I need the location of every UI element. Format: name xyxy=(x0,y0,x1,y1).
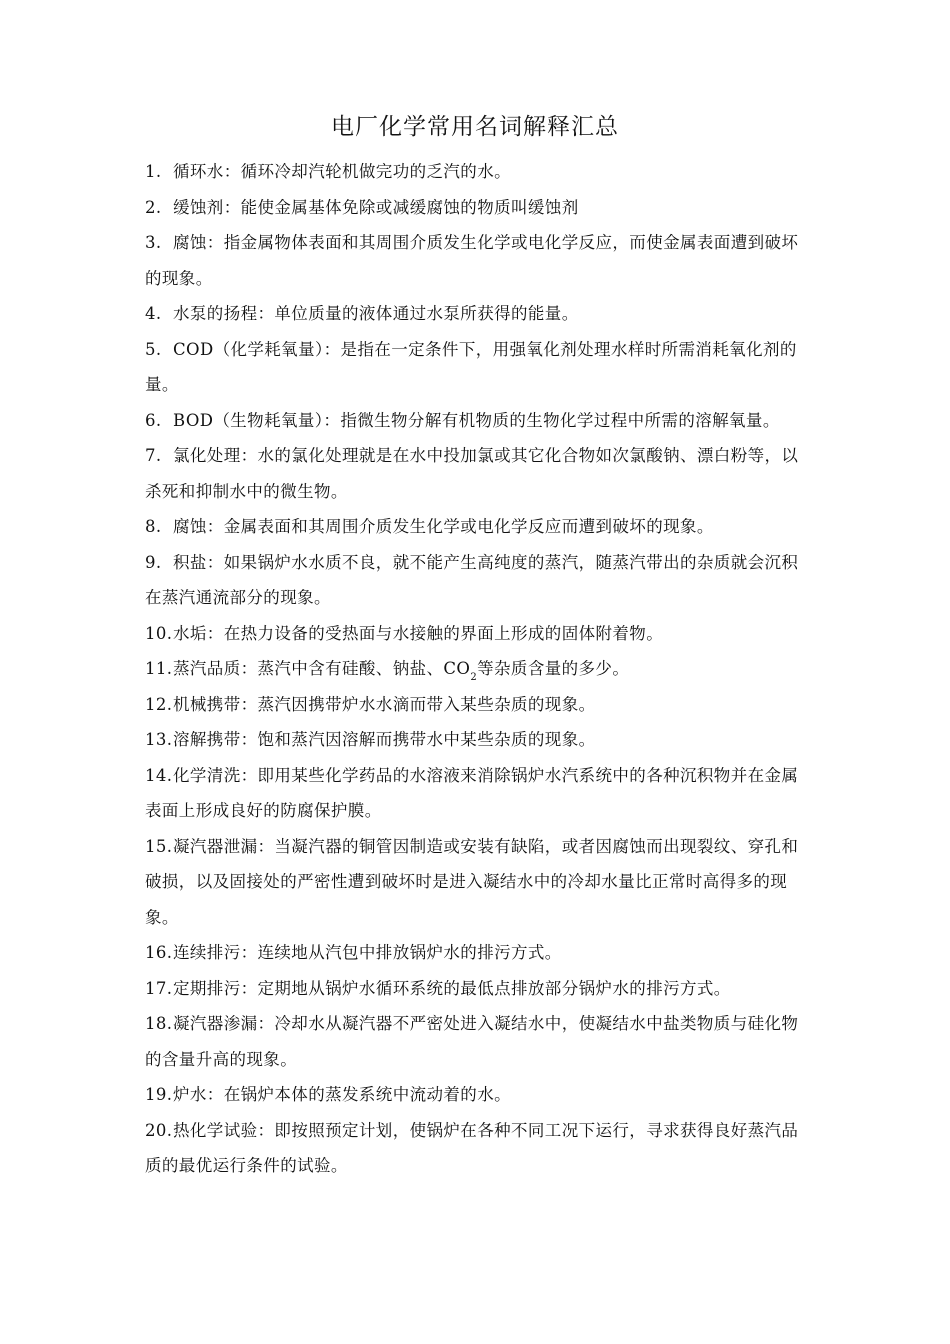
entry-number: 4. xyxy=(145,304,162,323)
entry-text: 凝汽器泄漏：当凝汽器的铜管因制造或安装有缺陷，或者因腐蚀而出现裂纹、穿孔和破损，以及固接处的严密性遭到破坏时是进入凝结水中的冷却水量比正常时高得多的现象。 xyxy=(145,836,799,927)
entry-number: 18. xyxy=(145,1014,173,1033)
subscript: 2 xyxy=(470,672,478,683)
entry-text: 化学清洗：即用某些化学药品的水溶液来消除锅炉水汽系统中的各种沉积物并在金属表面上形成良好的防腐保护膜。 xyxy=(145,765,799,820)
entry-number: 1. xyxy=(145,162,162,181)
entry-text: 缓蚀剂：能使金属基体免除或减缓腐蚀的物质叫缓蚀剂 xyxy=(173,197,579,217)
glossary-entry xyxy=(145,509,810,545)
entry-number: 7. xyxy=(145,446,162,465)
entry-number: 3. xyxy=(145,233,162,252)
entry-text: 溶解携带：饱和蒸汽因溶解而携带水中某些杂质的现象。 xyxy=(173,730,596,749)
glossary-entry xyxy=(145,971,810,1007)
entry-number: 11. xyxy=(145,659,173,678)
entry-text: 氯化处理：水的氯化处理就是在水中投加氯或其它化合物如次氯酸钠、漂白粉等，以杀死和抑制水中的微生物。 xyxy=(145,446,799,501)
glossary-entry xyxy=(145,687,810,723)
entry-text: 机械携带：蒸汽因携带炉水水滴而带入某些杂质的现象。 xyxy=(173,694,596,714)
document-title: 电厂化学常用名词解释汇总 xyxy=(331,114,619,140)
entry-text: 凝汽器渗漏：冷却水从凝汽器不严密处进入凝结水中，使凝结水中盐类物质与硅化物的含量升高的现象。 xyxy=(145,1014,799,1069)
entry-number: 8. xyxy=(145,517,162,536)
glossary-entry xyxy=(145,1077,810,1113)
entry-text: 定期排污：定期地从锅炉水循环系统的最低点排放部分锅炉水的排污方式。 xyxy=(173,978,731,998)
glossary-entry xyxy=(145,829,810,936)
glossary-entry xyxy=(145,190,810,226)
entry-number: 19. xyxy=(145,1085,173,1104)
glossary-entry xyxy=(145,545,810,616)
entry-text-continued: 等杂质含量的多少。 xyxy=(477,659,630,678)
entry-text: BOD（生物耗氧量）：指微生物分解有机物质的生物化学过程中所需的溶解氧量。 xyxy=(173,410,780,430)
glossary-entry xyxy=(145,296,810,332)
glossary-entry xyxy=(145,651,810,687)
glossary-entry xyxy=(145,332,810,403)
entry-number: 12. xyxy=(145,694,173,714)
entry-number: 17. xyxy=(145,978,173,998)
entry-number: 5. xyxy=(145,339,162,359)
entry-number: 16. xyxy=(145,943,173,962)
glossary-entry xyxy=(145,758,810,829)
entry-text: 腐蚀：金属表面和其周围介质发生化学或电化学反应而遭到破坏的现象。 xyxy=(173,517,714,536)
entry-text: 蒸汽品质：蒸汽中含有硅酸、钠盐、CO xyxy=(173,659,471,678)
entry-number: 13. xyxy=(145,730,173,749)
glossary-list xyxy=(145,154,810,1184)
entry-text: 连续排污：连续地从汽包中排放锅炉水的排污方式。 xyxy=(173,943,562,962)
entry-text: 水泵的扬程：单位质量的液体通过水泵所获得的能量。 xyxy=(173,304,579,323)
glossary-entry xyxy=(145,403,810,439)
entry-number: 15. xyxy=(145,836,173,856)
entry-text: 腐蚀：指金属物体表面和其周围介质发生化学或电化学反应，而使金属表面遭到破坏的现象。 xyxy=(145,233,799,288)
entry-number: 20. xyxy=(145,1120,173,1140)
glossary-entry xyxy=(145,438,810,509)
entry-text: 循环水：循环冷却汽轮机做完功的乏汽的水。 xyxy=(173,162,511,181)
entry-text: COD（化学耗氧量）：是指在一定条件下，用强氧化剂处理水样时所需消耗氧化剂的量。 xyxy=(145,339,797,394)
entry-number: 14. xyxy=(145,765,173,785)
glossary-entry xyxy=(145,722,810,758)
glossary-entry xyxy=(145,616,810,652)
glossary-entry xyxy=(145,154,810,190)
entry-text: 炉水：在锅炉本体的蒸发系统中流动着的水。 xyxy=(173,1085,511,1104)
entry-text: 热化学试验：即按照预定计划，使锅炉在各种不同工况下运行，寻求获得良好蒸汽品质的最优运行条件的试验。 xyxy=(145,1120,799,1175)
entry-number: 9. xyxy=(145,552,162,572)
entry-number: 2. xyxy=(145,197,162,217)
entry-number: 10. xyxy=(145,623,173,643)
glossary-entry xyxy=(145,935,810,971)
glossary-entry xyxy=(145,1113,810,1184)
entry-text: 水垢：在热力设备的受热面与水接触的界面上形成的固体附着物。 xyxy=(173,623,664,643)
glossary-entry xyxy=(145,1006,810,1077)
entry-text: 积盐：如果锅炉水水质不良，就不能产生高纯度的蒸汽，随蒸汽带出的杂质就会沉积在蒸汽通流部分的现象。 xyxy=(145,552,799,607)
entry-number: 6. xyxy=(145,410,162,430)
glossary-entry xyxy=(145,225,810,296)
